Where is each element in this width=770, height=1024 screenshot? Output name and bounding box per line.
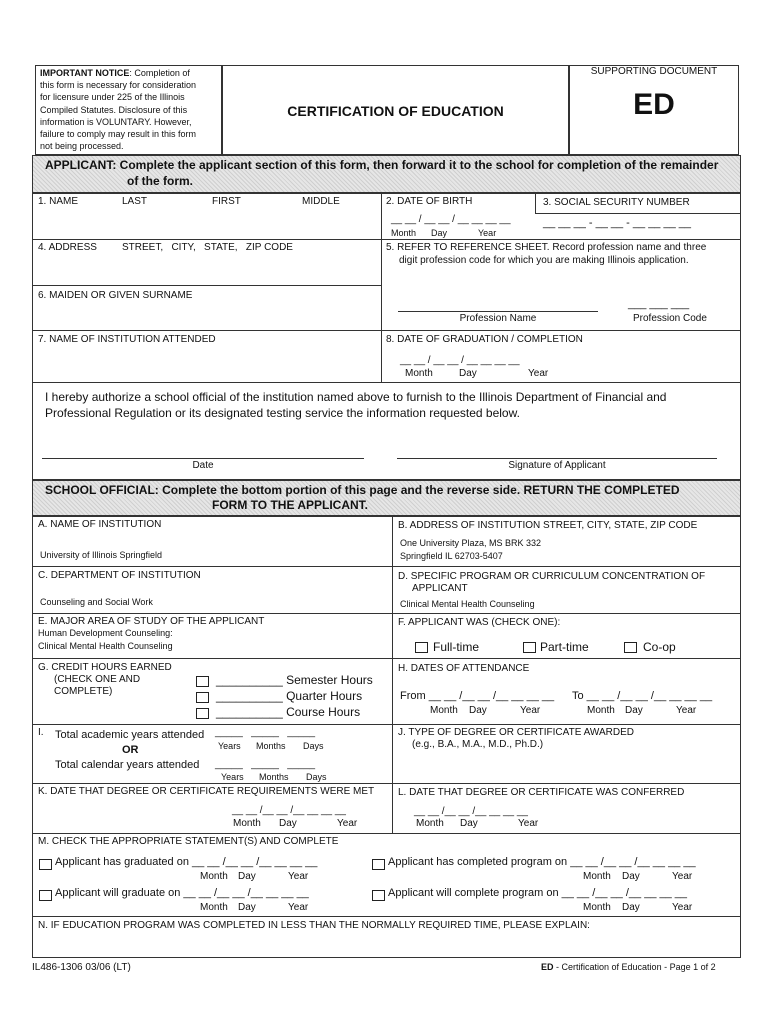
refer-line1: 5. REFER TO REFERENCE SHEET. Record profession name and three [386,242,707,253]
coop-checkbox[interactable] [624,642,637,653]
signature-line[interactable] [397,458,717,459]
dob-month: Month [391,228,417,238]
semester-hours[interactable]: __________ Semester Hours [216,673,373,687]
authorize-line2: Professional Regulation or its designated testing service the information requested below. [45,406,520,420]
notice-line: for licensure under 225 of the Illinois [40,92,185,103]
requirements-met-day: Day [279,818,297,829]
dob-year: Year [478,228,497,238]
graduation-month: Month [405,368,433,379]
course-hours[interactable]: __________ Course Hours [216,705,361,719]
form-title: CERTIFICATION OF EDUCATION [287,103,504,119]
completed-month: Month [583,871,611,882]
semester-checkbox[interactable] [196,676,209,687]
authorize-line1: I hereby authorize a school official of the institution named above to furnish to the Illinois Department of Financial and [45,390,667,404]
date-line[interactable] [42,458,364,459]
footer-code: ED [541,962,554,972]
divider [32,330,741,331]
attendance-from-month: Month [430,705,458,716]
divider [32,783,741,784]
maiden-label: 6. MAIDEN OR GIVEN SURNAME [38,290,193,301]
completed-statement[interactable]: Applicant has completed program on __ __ /__ __ /__ __ __ __ [388,856,696,868]
graduation-label: 8. DATE OF GRADUATION / COMPLETION [386,334,583,345]
department-label: C. DEPARTMENT OF INSTITUTION [38,570,201,581]
dob-day: Day [431,228,448,238]
calendar-years-label: Total calendar years attended [55,759,200,771]
fulltime-label: Full-time [433,640,480,654]
attendance-from-day: Day [469,705,487,716]
attendance-to-day: Day [625,705,643,716]
requirements-met-label: K. DATE THAT DEGREE OR CERTIFICATE REQUIREMENTS WERE MET [38,786,375,797]
name-label: 1. NAME [38,196,79,207]
signature-label: Signature of Applicant [508,460,606,471]
attendance-to[interactable]: To __ __ /__ __ /__ __ __ __ [572,690,713,702]
address-label: 4. ADDRESS [38,242,97,253]
fulltime-checkbox[interactable] [415,642,428,653]
graduation-day: Day [459,368,477,379]
dob-input[interactable]: __ __ / __ __ / __ __ __ __ [391,214,511,225]
important-notice [40,67,220,152]
footer-page-text: - Certification of Education - Page 1 of 2 [553,962,716,972]
divider [32,613,741,614]
graduation-year: Year [528,368,549,379]
notice-line: failure to comply may result in this form [40,129,197,140]
profession-name-line[interactable] [398,311,598,312]
address-input[interactable] [34,254,379,282]
institution-name-label: A. NAME OF INSTITUTION [38,519,162,530]
will-complete-year: Year [672,902,693,913]
major-value-line2[interactable]: Clinical Mental Health Counseling [38,641,173,651]
ssn-input[interactable]: __ __ __ - __ __ - __ __ __ __ [543,217,692,229]
parttime-checkbox[interactable] [523,642,536,653]
name-middle: MIDDLE [302,196,340,207]
or-label: OR [122,744,139,756]
credit-hours-label3: COMPLETE) [54,686,113,697]
explain-input[interactable] [34,932,739,956]
notice-line: not being processed. [40,141,124,152]
divider [32,566,741,567]
divider [32,724,741,725]
calendar-years-unit: Years [221,772,244,782]
institution-address-line1[interactable]: One University Plaza, MS BRK 332 [400,538,542,548]
completed-year: Year [672,871,693,882]
requirements-met-year: Year [337,818,358,829]
profession-name-label: Profession Name [459,313,537,324]
notice-line: information is VOLUNTARY. However, [40,116,192,127]
quarter-hours[interactable]: __________ Quarter Hours [216,689,363,703]
will-graduate-checkbox[interactable] [39,890,52,901]
notice-line: : Completion of [129,68,190,78]
academic-years-blanks[interactable]: _____ _____ _____ [215,727,316,738]
divider [32,239,741,240]
institution-address-label: B. ADDRESS OF INSTITUTION STREET, CITY, STATE, ZIP CODE [398,520,698,531]
attendance-label: H. DATES OF ATTENDANCE [398,663,530,674]
will-complete-checkbox[interactable] [372,890,385,901]
ssn-label: 3. SOCIAL SECURITY NUMBER [543,197,690,208]
page-footer [541,962,716,972]
will-graduate-year: Year [288,902,309,913]
will-complete-statement[interactable]: Applicant will complete program on __ __ /__ __ /__ __ __ __ [388,887,688,899]
program-value[interactable]: Clinical Mental Health Counseling [400,599,535,609]
profession-code-label: Profession Code [633,313,707,324]
date-label: Date [192,460,214,471]
completed-checkbox[interactable] [372,859,385,870]
academic-months-unit: Months [256,741,286,751]
graduated-day: Day [238,871,256,882]
department-value[interactable]: Counseling and Social Work [40,597,153,607]
maiden-input[interactable] [34,302,379,328]
conferred-input[interactable]: __ __ /__ __ /__ __ __ __ [414,806,528,817]
applicant-band-line2: of the form. [127,174,193,188]
divider [32,833,741,834]
notice-title: IMPORTANT NOTICE [40,68,130,78]
divider [535,213,741,214]
major-value-line1[interactable]: Human Development Counseling: [38,628,173,638]
form-number: IL486-1306 03/06 (LT) [32,962,131,973]
applicant-band-line1: APPLICANT: Complete the applicant section of this form, then forward it to the school for completion of the remainder [45,158,719,172]
degree-type-example: (e.g., B.A., M.A., M.D., Ph.D.) [412,739,544,750]
requirements-met-input[interactable]: __ __ /__ __ /__ __ __ __ [232,805,346,816]
explain-label: N. IF EDUCATION PROGRAM WAS COMPLETED IN LESS THAN THE NORMALLY REQUIRED TIME, PLEASE EXPLAIN: [38,920,590,931]
will-graduate-day: Day [238,902,256,913]
school-band-line2: FORM TO THE APPLICANT. [212,498,368,512]
attendance-from-year: Year [520,705,541,716]
graduated-checkbox[interactable] [39,859,52,870]
attendance-to-year: Year [676,705,697,716]
institution-name-value[interactable]: University of Illinois Springfield [40,550,163,560]
notice-line: Compiled Statutes. Disclosure of this [40,104,188,115]
conferred-month: Month [416,818,444,829]
divider [392,516,393,833]
dob-label: 2. DATE OF BIRTH [386,196,473,207]
course-checkbox[interactable] [196,708,209,719]
conferred-day: Day [460,818,478,829]
statements-label: M. CHECK THE APPROPRIATE STATEMENT(S) AND COMPLETE [38,836,339,847]
institution-address-line2[interactable]: Springfield IL 62703-5407 [400,551,503,561]
will-graduate-statement[interactable]: Applicant will graduate on __ __ /__ __ /__ __ __ __ [55,887,309,899]
program-label-line2: APPLICANT [412,583,468,594]
profession-code-input[interactable]: ___ ___ ___ [628,298,690,310]
credit-hours-label2: (CHECK ONE AND [54,674,141,685]
divider [32,658,741,659]
parttime-label: Part-time [540,640,589,654]
major-label: E. MAJOR AREA OF STUDY OF THE APPLICANT [38,616,265,627]
conferred-label: L. DATE THAT DEGREE OR CERTIFICATE WAS CONFERRED [398,787,685,798]
degree-type-input[interactable] [394,752,739,781]
calendar-years-blanks[interactable]: _____ _____ _____ [215,759,316,770]
academic-years-unit: Years [218,741,241,751]
requirements-met-month: Month [233,818,261,829]
divider [32,382,741,383]
conferred-year: Year [518,818,539,829]
name-input[interactable] [34,208,379,236]
degree-type-label: J. TYPE OF DEGREE OR CERTIFICATE AWARDED [398,727,634,738]
academic-days-unit: Days [303,741,324,751]
will-complete-day: Day [622,902,640,913]
divider [32,916,741,917]
years-label: I. [38,727,44,738]
institution-input[interactable] [34,346,379,380]
address-parts: STREET, CITY, STATE, ZIP CODE [122,242,293,253]
attendance-from[interactable]: From __ __ /__ __ /__ __ __ __ [400,690,555,702]
name-last: LAST [122,196,148,207]
coop-label: Co-op [643,640,676,654]
graduated-year: Year [288,871,309,882]
will-graduate-month: Month [200,902,228,913]
graduated-month: Month [200,871,228,882]
calendar-days-unit: Days [306,772,327,782]
divider [381,193,382,382]
calendar-months-unit: Months [259,772,289,782]
refer-line2: digit profession code for which you are making Illinois application. [399,255,689,266]
attendance-to-month: Month [587,705,615,716]
graduated-statement[interactable]: Applicant has graduated on __ __ /__ __ /__ __ __ __ [55,856,318,868]
completed-day: Day [622,871,640,882]
divider [535,193,536,213]
name-first: FIRST [212,196,241,207]
form-code: ED [633,88,675,121]
will-complete-month: Month [583,902,611,913]
graduation-input[interactable]: __ __ / __ __ / __ __ __ __ [400,355,520,366]
supporting-label: SUPPORTING DOCUMENT [590,66,718,77]
school-band-line1: SCHOOL OFFICIAL: Complete the bottom portion of this page and the reverse side. RETURN THE COMPLETED [45,483,680,497]
applicant-was-label: F. APPLICANT WAS (CHECK ONE): [398,617,561,628]
academic-years-label: Total academic years attended [55,729,205,741]
quarter-checkbox[interactable] [196,692,209,703]
notice-line: this form is necessary for consideration [40,80,197,91]
program-label-line1: D. SPECIFIC PROGRAM OR CURRICULUM CONCENTRATION OF [398,571,706,582]
credit-hours-label1: G. CREDIT HOURS EARNED [38,662,172,673]
divider [32,285,382,286]
institution-label: 7. NAME OF INSTITUTION ATTENDED [38,334,216,345]
